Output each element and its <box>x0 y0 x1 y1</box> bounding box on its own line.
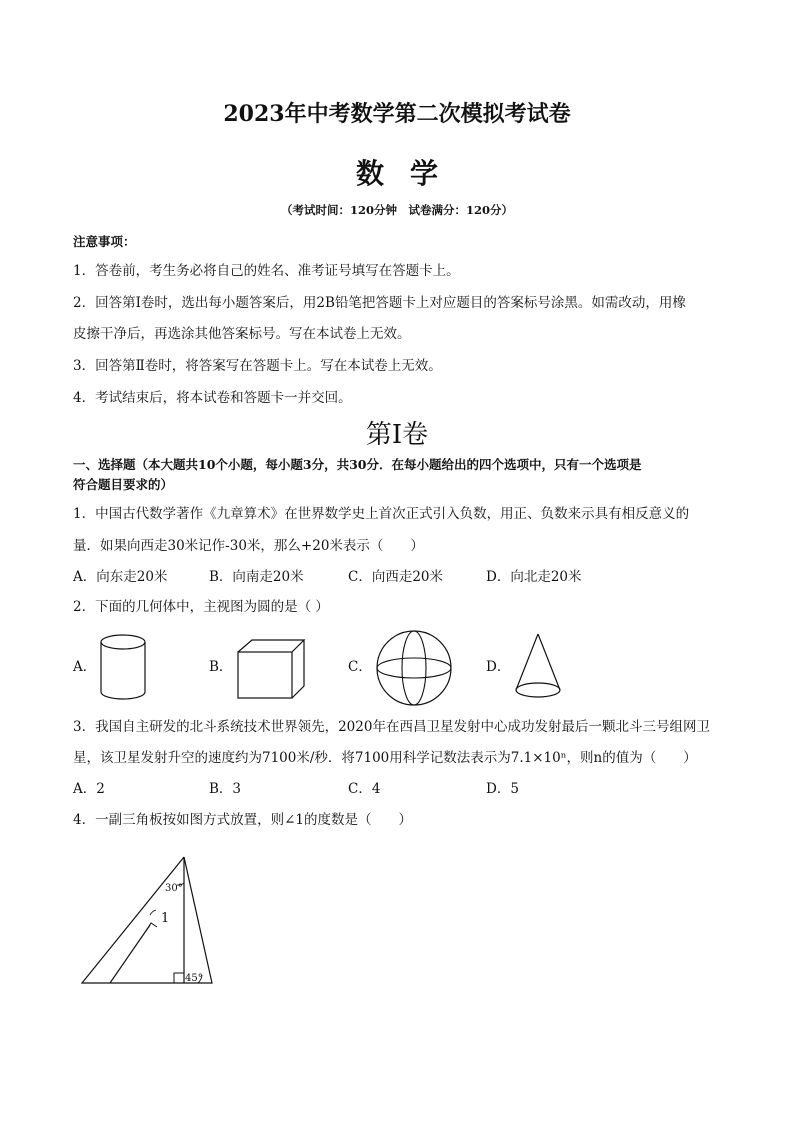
section-title: 第Ⅰ卷 <box>365 420 429 450</box>
question-3-stem: 3．我国自主研发的北斗系统技术世界领先，2020年在西昌卫星发射中心成功发射最后一颗北斗三号组网卫 <box>73 719 710 735</box>
question-3-option-d: D．5 <box>486 781 519 797</box>
question-4-stem: 4．一副三角板按如图方式放置，则∠1的度数是（ ） <box>73 812 412 828</box>
sphere-figure <box>374 629 454 707</box>
cone-figure <box>512 632 564 700</box>
section-instructions: 一、选择题（本大题共10个小题，每小题3分，共30分．在每小题给出的四个选项中，只有一个选项是 <box>73 457 642 472</box>
question-2-option-a: A． <box>73 659 97 675</box>
angle-45-label: 45° <box>185 973 203 984</box>
cube-figure <box>236 638 308 700</box>
question-2-option-b: B． <box>209 659 233 675</box>
cylinder-figure <box>98 633 148 701</box>
question-2-option-c: C． <box>348 659 372 675</box>
notes-heading: 注意事项： <box>73 234 136 249</box>
page-title: 2023年中考数学第二次模拟考试卷 <box>223 101 571 127</box>
note-item-4: 4．考试结束后，将本试卷和答题卡一并交回。 <box>73 390 352 406</box>
angle-1-label: 1 <box>161 911 170 926</box>
question-1-option-a: A．向东走20米 <box>73 569 168 585</box>
triangle-rulers-figure <box>80 855 216 987</box>
question-1-stem-cont: 量．如果向西走30米记作-30米，那么+20米表示（ ） <box>73 538 424 554</box>
question-1-option-d: D．向北走20米 <box>486 569 582 585</box>
question-3-stem-cont: 星，该卫星发射升空的速度约为7100米/秒．将7100用科学记数法表示为7.1×10ⁿ，则n的值为（ ） <box>73 750 697 766</box>
note-item-2-cont: 皮擦干净后，再选涂其他答案标号。写在本试卷上无效。 <box>73 326 411 342</box>
question-1-option-c: C．向西走20米 <box>348 569 444 585</box>
question-1-option-b: B．向南走20米 <box>209 569 304 585</box>
question-3-option-a: A．2 <box>73 781 105 797</box>
question-3-option-c: C．4 <box>348 781 381 797</box>
question-1-stem: 1．中国古代数学著作《九章算术》在世界数学史上首次正式引入负数，用正、负数来示具有相反意义的 <box>73 506 690 522</box>
question-2-stem: 2．下面的几何体中，主视图为圆的是（ ） <box>73 599 329 615</box>
subject-title: 数学 <box>355 157 464 190</box>
section-instructions-cont: 符合题目要求的） <box>73 477 174 492</box>
note-item-1: 1．答卷前，考生务必将自己的姓名、准考证号填写在答题卡上。 <box>73 263 460 279</box>
exam-info: （考试时间：120分钟 试卷满分：120分） <box>280 203 513 217</box>
angle-30-label: 30° <box>165 883 183 894</box>
note-item-3: 3．回答第Ⅱ卷时，将答案写在答题卡上。写在本试卷上无效。 <box>73 358 442 374</box>
note-item-2: 2．回答第Ⅰ卷时，选出每小题答案后，用2B铅笔把答题卡上对应题目的答案标号涂黑。如需改动，用橡 <box>73 295 686 311</box>
question-3-option-b: B．3 <box>209 781 242 797</box>
question-2-option-d: D． <box>486 659 511 675</box>
